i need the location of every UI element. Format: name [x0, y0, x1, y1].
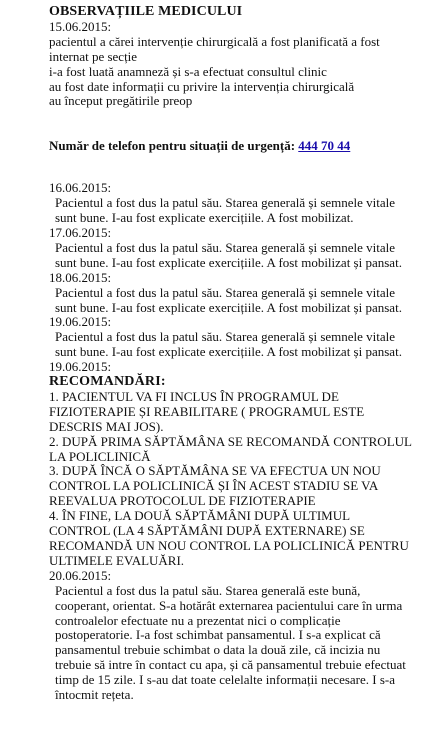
- spacer: [49, 154, 412, 181]
- intro-line: i-a fost luată anamneză și s-a efectuat consultul clinic: [49, 63, 327, 79]
- emergency-phone-line: [49, 139, 412, 154]
- entry-text: Pacientul a fost dus la patul său. Starea generală și semnele vitale sunt bune. I-au fost explicate exercițiile. A fost mobilizat.: [55, 195, 396, 226]
- entry-date: 19.06.2015:: [49, 359, 112, 375]
- recommendation-item: 4. ÎN FINE, LA DOUĂ SĂPTĂMÂNI DUPĂ ULTIMUL CONTROL (LA 4 SĂPTĂMÂNI DUPĂ EXTERNARE) SE RECOMANDĂ UN NOU CONTROL LA POLICLINICĂ PENTRU ULTIMELE EVALUĂRI.: [49, 508, 409, 568]
- entry-date: 20.06.2015:: [49, 567, 112, 583]
- recommendation-item: 3. DUPĂ ÎNCĂ O SĂPTĂMÂNA SE VA EFECTUA UN NOU CONTROL LA POLICLINICĂ ȘI ÎN ACEST STADIU SE VA REEVALUA PROTOCOLUL DE FIZIOTERAPIE: [49, 463, 381, 509]
- emergency-phone-link[interactable]: 444 70 44: [298, 138, 351, 154]
- recommendation-item: 2. DUPĂ PRIMA SĂPTĂMÂNA SE RECOMANDĂ CONTROLUL LA POLICLINICĂ: [49, 433, 412, 464]
- intro-line: au fost date informații cu privire la intervenția chirurgicală: [49, 78, 355, 94]
- recommendations-title: RECOMANDĂRI:: [49, 374, 166, 390]
- spacer: [49, 109, 412, 139]
- intro-line: pacientul a cărei intervenție chirurgicală a fost planificată a fost internat pe secție: [49, 33, 380, 64]
- entry-date: 16.06.2015:: [49, 180, 112, 196]
- intro-date: 15.06.2015:: [49, 18, 112, 34]
- entry-text: Pacientul a fost dus la patul său. Starea generală și semnele vitale sunt bune. I-au fost explicate exercițiile. A fost mobilizat și pansat.: [55, 284, 402, 315]
- emergency-label: Număr de telefon pentru situații de urgență:: [49, 138, 296, 154]
- document-page: [0, 5, 422, 755]
- entry-text: Pacientul a fost dus la patul său. Starea generală și semnele vitale sunt bune. I-au fost explicate exercițiile. A fost mobilizat și pansat.: [55, 239, 402, 270]
- entry-date: 19.06.2015:: [49, 314, 112, 330]
- intro-line: au început pregătirile preop: [49, 93, 193, 109]
- page-title: OBSERVAȚIILE MEDICULUI: [49, 4, 243, 19]
- recommendation-item: 1. PACIENTUL VA FI INCLUS ÎN PROGRAMUL DE FIZIOTERAPIE ȘI REABILITARE ( PROGRAMUL ESTE DESCRIS MAI JOS).: [49, 388, 365, 434]
- entry-date: 18.06.2015:: [49, 269, 112, 285]
- entry-text: Pacientul a fost dus la patul său. Starea generală și semnele vitale sunt bune. I-au fost explicate exercițiile. A fost mobilizat și pansat.: [55, 329, 402, 360]
- entry-date: 17.06.2015:: [49, 224, 112, 240]
- entry-text: Pacientul a fost dus la patul său. Starea generală este bună, cooperant, orientat. S-a hotărât externarea pacientului care în urma controalelor efectuate nu a prezentat nici o complicație postoperatorie. I-a fost schimbat pansamentul. I s-a explicat că pansamentul trebuie schimbat o data la două zile, că incizia nu trebuie să intre în contact cu apa, și că pansamentul trebuie efectuat timp de 15 zile. I s-au dat toate celelalte informații necesare. I s-a întocmit rețeta.: [55, 582, 406, 703]
